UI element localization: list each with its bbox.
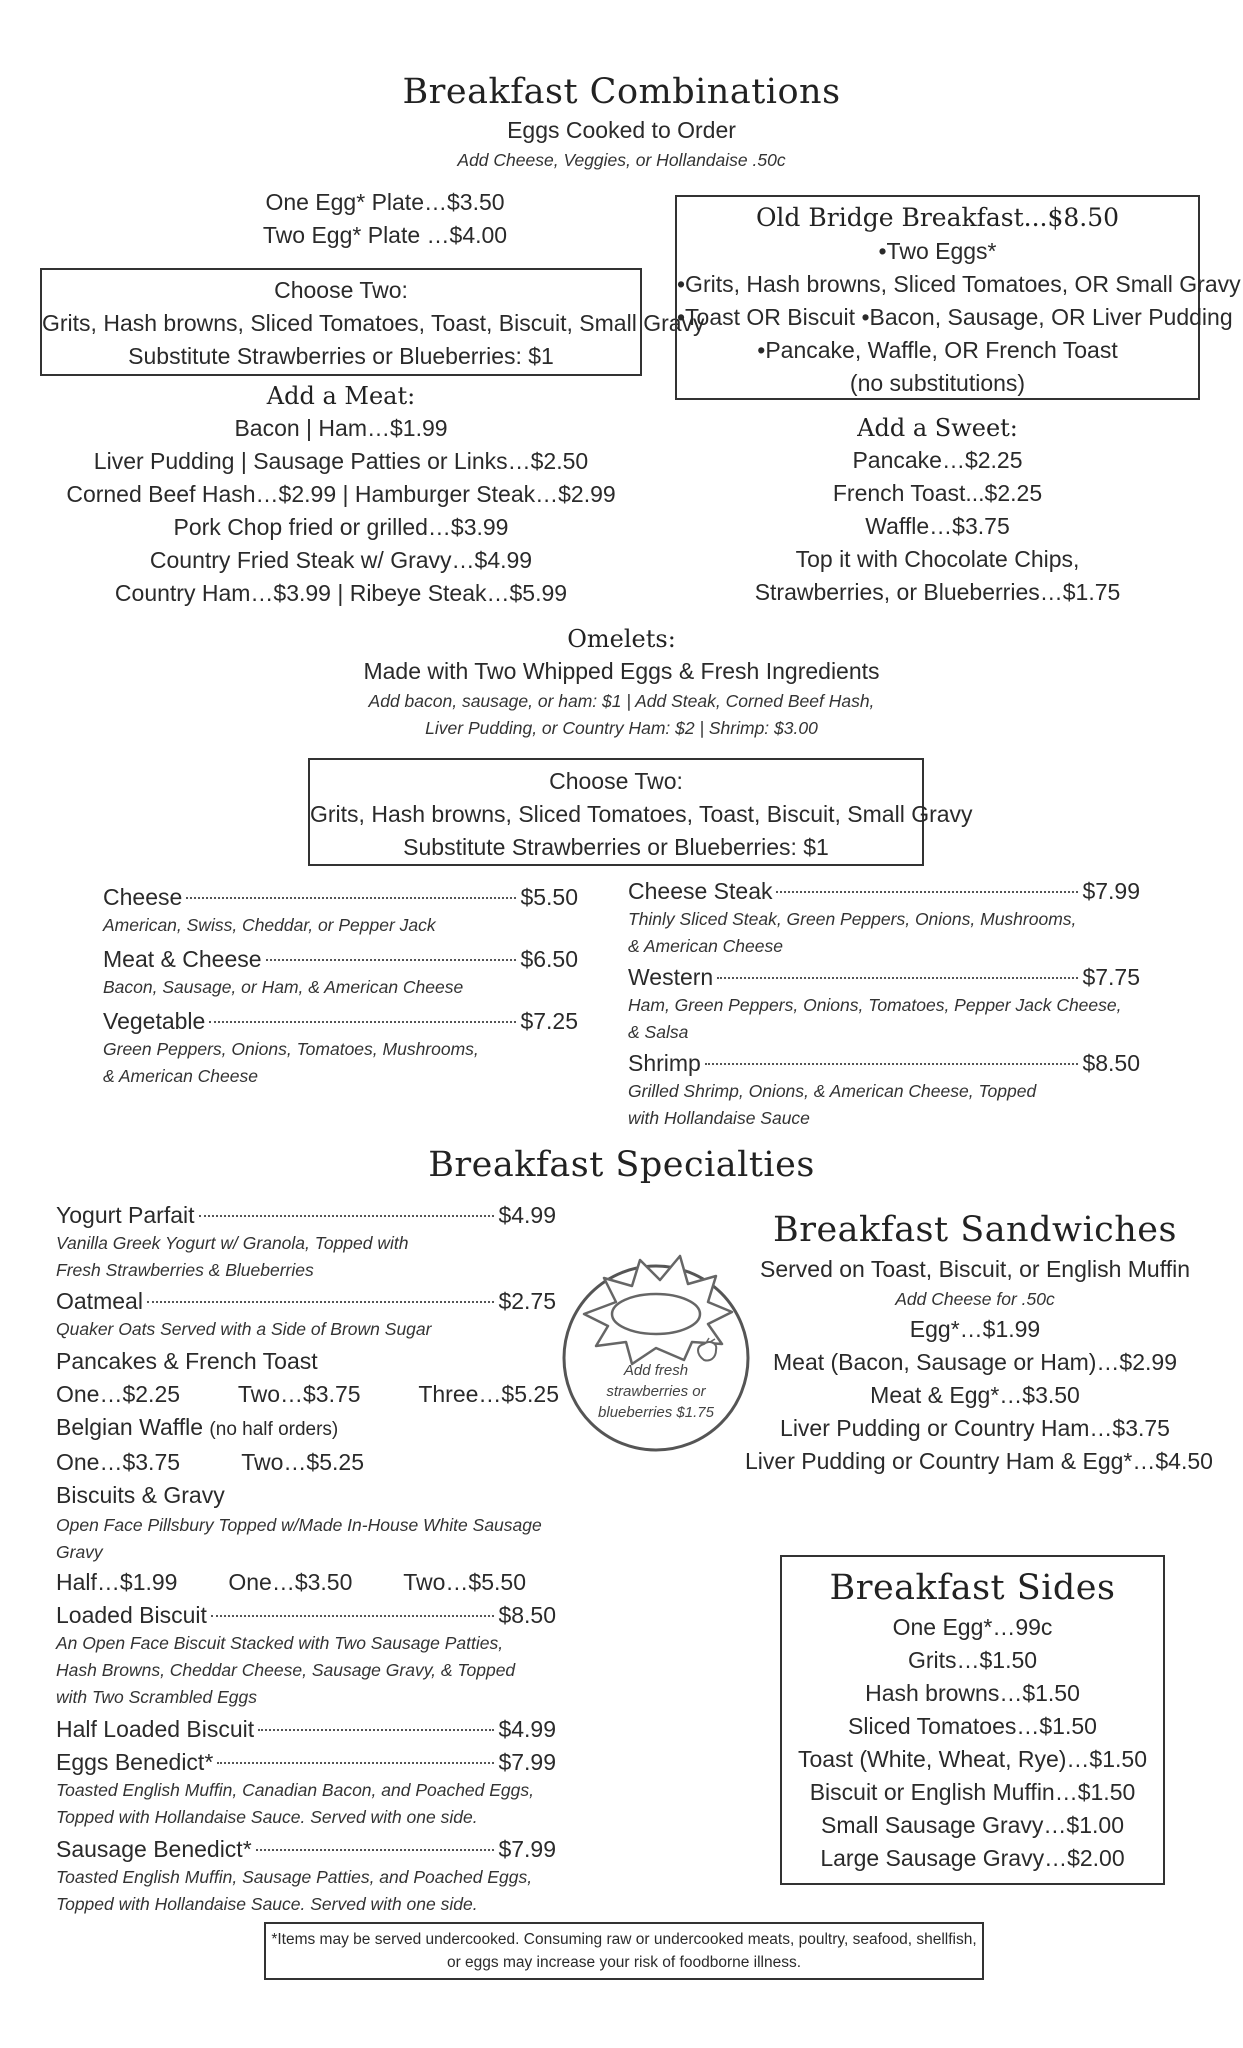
badge-line: Add fresh bbox=[623, 1362, 689, 1379]
item-price: $4.99 bbox=[498, 1202, 556, 1228]
meat-line: Corned Beef Hash…$2.99 | Hamburger Steak…$2.99 bbox=[66, 481, 616, 507]
add-sweet-section bbox=[700, 412, 1175, 609]
pancake-badge bbox=[556, 1242, 756, 1462]
item-price: $8.50 bbox=[1082, 1050, 1140, 1076]
item-price: $8.50 bbox=[498, 1602, 556, 1628]
disclaimer-line: or eggs may increase your risk of foodborne illness. bbox=[446, 1954, 802, 1971]
price-option: Half…$1.99 bbox=[56, 1569, 178, 1595]
item-desc: Toasted English Muffin, Sausage Patties, and Poached Eggs, bbox=[56, 1867, 533, 1887]
side-line: Large Sausage Gravy…$2.00 bbox=[820, 1845, 1125, 1871]
menu-item bbox=[103, 944, 578, 1001]
sandwich-line: Liver Pudding or Country Ham…$3.75 bbox=[780, 1415, 1170, 1441]
item-price: $7.75 bbox=[1082, 964, 1140, 990]
choose-line: Grits, Hash browns, Sliced Tomatoes, Toast, Biscuit, Small Gravy bbox=[42, 310, 705, 336]
add-sweet-title: Add a Sweet: bbox=[857, 414, 1018, 442]
menu-item bbox=[56, 1747, 556, 1831]
menu-item bbox=[56, 1479, 556, 1599]
old-bridge-line: •Grits, Hash browns, Sliced Tomatoes, OR Small Gravy bbox=[677, 271, 1241, 297]
menu-item bbox=[628, 962, 1140, 1046]
item-name: Loaded Biscuit bbox=[56, 1602, 207, 1628]
specialties-list bbox=[56, 1200, 559, 1918]
sweet-line: French Toast...$2.25 bbox=[832, 480, 1043, 506]
side-line: Hash browns…$1.50 bbox=[865, 1680, 1080, 1706]
plate-item: One Egg* Plate…$3.50 bbox=[265, 189, 505, 215]
item-desc: with Hollandaise Sauce bbox=[628, 1108, 810, 1128]
choose-title: Choose Two: bbox=[274, 277, 408, 303]
menu-item bbox=[56, 1411, 556, 1479]
item-desc: with Two Scrambled Eggs bbox=[56, 1687, 258, 1707]
menu-item bbox=[103, 882, 578, 939]
item-name: Biscuits & Gravy bbox=[56, 1482, 225, 1508]
item-desc: Toasted English Muffin, Canadian Bacon, and Poached Eggs, bbox=[56, 1780, 535, 1800]
item-name: Eggs Benedict* bbox=[56, 1749, 214, 1775]
item-note: (no half orders) bbox=[209, 1419, 339, 1440]
disclaimer-box bbox=[264, 1922, 984, 1980]
choose-line: Grits, Hash browns, Sliced Tomatoes, Toast, Biscuit, Small Gravy bbox=[310, 801, 973, 827]
item-name: Pancakes & French Toast bbox=[56, 1348, 318, 1374]
sandwich-line: Meat (Bacon, Sausage or Ham)…$2.99 bbox=[773, 1349, 1177, 1375]
add-meat-section bbox=[40, 380, 642, 610]
combos-header bbox=[0, 72, 1243, 174]
price-option: Two…$3.75 bbox=[237, 1381, 361, 1407]
item-desc: Thinly Sliced Steak, Green Peppers, Onions, Mushrooms, bbox=[628, 909, 1077, 929]
menu-item bbox=[56, 1714, 556, 1744]
item-desc: An Open Face Biscuit Stacked with Two Sausage Patties, bbox=[56, 1633, 504, 1653]
egg-plates bbox=[190, 186, 580, 252]
item-name: Belgian Waffle bbox=[56, 1414, 204, 1440]
item-name: Half Loaded Biscuit bbox=[56, 1716, 255, 1742]
item-desc: Open Face Pillsbury Topped w/Made In-House White Sausage Gravy bbox=[56, 1515, 542, 1562]
item-desc: Green Peppers, Onions, Tomatoes, Mushrooms, bbox=[103, 1039, 479, 1059]
sandwiches-section bbox=[745, 1207, 1213, 1478]
meat-line: Liver Pudding | Sausage Patties or Links…$2.50 bbox=[93, 448, 589, 474]
menu-item bbox=[56, 1600, 556, 1711]
price-option: Three…$5.25 bbox=[418, 1381, 559, 1407]
price-option: Two…$5.25 bbox=[241, 1449, 364, 1475]
item-price: $6.50 bbox=[520, 946, 578, 972]
side-line: Biscuit or English Muffin…$1.50 bbox=[809, 1779, 1136, 1805]
item-name: Meat & Cheese bbox=[103, 946, 262, 972]
old-bridge-line: (no substitutions) bbox=[849, 370, 1026, 396]
choose-line: Substitute Strawberries or Blueberries: $1 bbox=[128, 343, 554, 369]
add-meat-title: Add a Meat: bbox=[266, 382, 416, 410]
menu-item bbox=[56, 1200, 556, 1284]
item-desc: Topped with Hollandaise Sauce. Served with one side. bbox=[56, 1894, 478, 1914]
menu-item bbox=[628, 1048, 1140, 1132]
sandwiches-title: Breakfast Sandwiches bbox=[773, 1210, 1177, 1250]
old-bridge-line: •Toast OR Biscuit •Bacon, Sausage, OR Liver Pudding bbox=[677, 304, 1233, 330]
plate-item: Two Egg* Plate …$4.00 bbox=[262, 222, 508, 248]
item-price: $7.99 bbox=[1082, 878, 1140, 904]
price-option: One…$3.75 bbox=[56, 1449, 181, 1475]
sandwich-line: Meat & Egg*…$3.50 bbox=[870, 1382, 1080, 1408]
sides-box bbox=[780, 1555, 1165, 1885]
combos-choose-box bbox=[40, 268, 705, 376]
old-bridge-title: Old Bridge Breakfast...$8.50 bbox=[755, 203, 1120, 232]
sandwich-line: Liver Pudding or Country Ham & Egg*…$4.50 bbox=[745, 1448, 1213, 1474]
item-price: $5.50 bbox=[520, 884, 578, 910]
item-name: Oatmeal bbox=[56, 1288, 143, 1314]
side-line: Toast (White, Wheat, Rye)…$1.50 bbox=[798, 1746, 1147, 1772]
item-desc: Ham, Green Peppers, Onions, Tomatoes, Pepper Jack Cheese, bbox=[628, 995, 1122, 1015]
meat-line: Country Ham…$3.99 | Ribeye Steak…$5.99 bbox=[114, 580, 568, 606]
omelets-header bbox=[0, 623, 1243, 742]
menu-item bbox=[628, 876, 1140, 960]
item-desc: & Salsa bbox=[628, 1022, 689, 1042]
sandwich-line: Egg*…$1.99 bbox=[909, 1316, 1041, 1342]
omelets-subtitle: Made with Two Whipped Eggs & Fresh Ingredients bbox=[363, 658, 880, 684]
item-name: Yogurt Parfait bbox=[56, 1202, 195, 1228]
item-price: $7.99 bbox=[498, 1749, 556, 1775]
side-line: Small Sausage Gravy…$1.00 bbox=[821, 1812, 1124, 1838]
item-name: Shrimp bbox=[628, 1050, 701, 1076]
old-bridge-line: •Two Eggs* bbox=[878, 238, 997, 264]
side-line: One Egg*…99c bbox=[892, 1614, 1053, 1640]
choose-line: Substitute Strawberries or Blueberries: $1 bbox=[403, 834, 829, 860]
sweet-line: Waffle…$3.75 bbox=[865, 513, 1010, 539]
combos-subtitle: Eggs Cooked to Order bbox=[507, 117, 736, 143]
item-desc: & American Cheese bbox=[103, 1066, 258, 1086]
omelets-title: Omelets: bbox=[567, 625, 676, 653]
choose-title: Choose Two: bbox=[549, 768, 683, 794]
item-name: Western bbox=[628, 964, 714, 990]
sweet-line: Pancake…$2.25 bbox=[852, 447, 1023, 473]
old-bridge-box bbox=[675, 195, 1241, 400]
badge-line: blueberries $1.75 bbox=[598, 1404, 714, 1421]
item-name: Sausage Benedict* bbox=[56, 1836, 252, 1862]
menu-item bbox=[103, 1006, 578, 1090]
item-desc: & American Cheese bbox=[628, 936, 783, 956]
item-name: Cheese Steak bbox=[628, 878, 773, 904]
item-price: $2.75 bbox=[498, 1288, 556, 1314]
menu-item bbox=[56, 1834, 556, 1918]
omelets-left-column bbox=[103, 882, 578, 1090]
price-option: Two…$5.50 bbox=[403, 1569, 526, 1595]
side-line: Sliced Tomatoes…$1.50 bbox=[848, 1713, 1097, 1739]
sandwiches-note: Add Cheese for .50c bbox=[895, 1289, 1055, 1309]
omelets-choose-box bbox=[308, 758, 973, 866]
item-desc: Quaker Oats Served with a Side of Brown Sugar bbox=[56, 1319, 432, 1339]
item-name: Cheese bbox=[103, 884, 183, 910]
meat-line: Bacon | Ham…$1.99 bbox=[234, 415, 448, 441]
disclaimer-line: *Items may be served undercooked. Consuming raw or undercooked meats, poultry, seafood, shellfish, bbox=[271, 1931, 977, 1948]
sweet-line: Top it with Chocolate Chips, bbox=[795, 546, 1080, 572]
badge-line: strawberries or bbox=[606, 1383, 706, 1400]
sandwiches-subtitle: Served on Toast, Biscuit, or English Muffin bbox=[760, 1256, 1190, 1282]
item-desc: Bacon, Sausage, or Ham, & American Cheese bbox=[103, 977, 464, 997]
item-price: $7.25 bbox=[520, 1008, 578, 1034]
item-desc: Fresh Strawberries & Blueberries bbox=[56, 1260, 314, 1280]
item-name: Vegetable bbox=[103, 1008, 206, 1034]
menu-item bbox=[56, 1345, 559, 1411]
item-price: $7.99 bbox=[498, 1836, 556, 1862]
side-line: Grits…$1.50 bbox=[907, 1647, 1038, 1673]
item-desc: Grilled Shrimp, Onions, & American Cheese, Topped bbox=[628, 1081, 1037, 1101]
omelets-note: Add bacon, sausage, or ham: $1 | Add Steak, Corned Beef Hash, bbox=[368, 691, 875, 711]
omelets-right-column bbox=[628, 876, 1140, 1132]
combos-note: Add Cheese, Veggies, or Hollandaise .50c bbox=[457, 150, 786, 170]
pancake-illustration bbox=[556, 1242, 756, 1462]
item-desc: Topped with Hollandaise Sauce. Served with one side. bbox=[56, 1807, 478, 1827]
price-option: One…$2.25 bbox=[56, 1381, 181, 1407]
item-desc: Hash Browns, Cheddar Cheese, Sausage Gravy, & Topped bbox=[56, 1660, 516, 1680]
old-bridge-line: •Pancake, Waffle, OR French Toast bbox=[757, 337, 1118, 363]
sweet-line: Strawberries, or Blueberries…$1.75 bbox=[754, 579, 1121, 605]
item-desc: Vanilla Greek Yogurt w/ Granola, Topped with bbox=[56, 1233, 409, 1253]
item-desc: American, Swiss, Cheddar, or Pepper Jack bbox=[103, 915, 436, 935]
specialties-title: Breakfast Specialties bbox=[428, 1145, 815, 1185]
omelets-note: Liver Pudding, or Country Ham: $2 | Shrimp: $3.00 bbox=[425, 718, 818, 738]
item-price: $4.99 bbox=[498, 1716, 556, 1742]
meat-line: Country Fried Steak w/ Gravy…$4.99 bbox=[149, 547, 533, 573]
price-option: One…$3.50 bbox=[228, 1569, 353, 1595]
menu-item bbox=[56, 1286, 556, 1343]
combos-title: Breakfast Combinations bbox=[402, 72, 841, 112]
meat-line: Pork Chop fried or grilled…$3.99 bbox=[173, 514, 509, 540]
sides-title: Breakfast Sides bbox=[829, 1568, 1116, 1608]
